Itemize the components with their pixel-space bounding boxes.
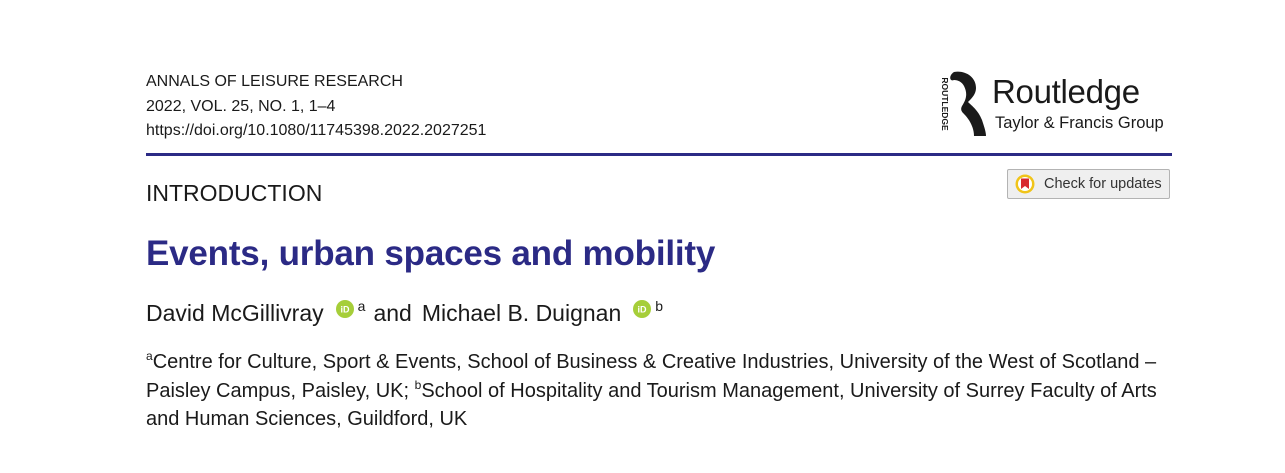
publisher-group: Taylor & Francis Group [995,114,1164,132]
doi-link[interactable]: https://doi.org/10.1080/11745398.2022.2027251 [146,122,487,139]
logo-vertical-text: ROUTLEDGE [940,77,950,131]
affiliation-text: School of Hospitality and Tourism Management, University of Surrey Faculty of Arts and Human Sciences, Guildford, UK [146,379,1157,430]
publisher-logo [934,70,1174,138]
author-name[interactable]: David McGillivray [146,300,324,326]
svg-text:iD: iD [340,304,350,315]
affiliation-mark: b [655,298,664,314]
section-label: INTRODUCTION [146,180,323,206]
affiliation-text: Centre for Culture, Sport & Events, School of Business & Creative Industries, University of the West of Scotland – Paisley Campus, Paisley, UK; [146,351,1157,402]
check-for-updates-label: Check for updates [1044,176,1162,192]
routledge-head-icon [934,70,990,138]
orcid-icon[interactable] [633,300,651,318]
affiliation-mark: a [146,349,153,363]
author-conjunction: and [373,300,412,326]
article-title: Events, urban spaces and mobility [146,234,716,273]
journal-citation: 2022, VOL. 25, NO. 1, 1–4 [146,97,336,115]
crossmark-icon [1015,174,1035,194]
affiliation-mark: a [357,298,366,314]
header-divider [146,153,1172,156]
svg-text:iD: iD [637,304,647,315]
orcid-icon[interactable] [336,300,354,318]
author-name[interactable]: Michael B. Duignan [421,300,622,326]
check-for-updates-button[interactable] [1007,169,1170,199]
affiliation-mark: b [414,377,422,392]
publisher-name: Routledge [992,73,1140,110]
author-list [146,297,663,329]
journal-info [146,70,486,144]
journal-name: ANNALS OF LEISURE RESEARCH [146,73,403,90]
affiliations [146,348,1176,434]
